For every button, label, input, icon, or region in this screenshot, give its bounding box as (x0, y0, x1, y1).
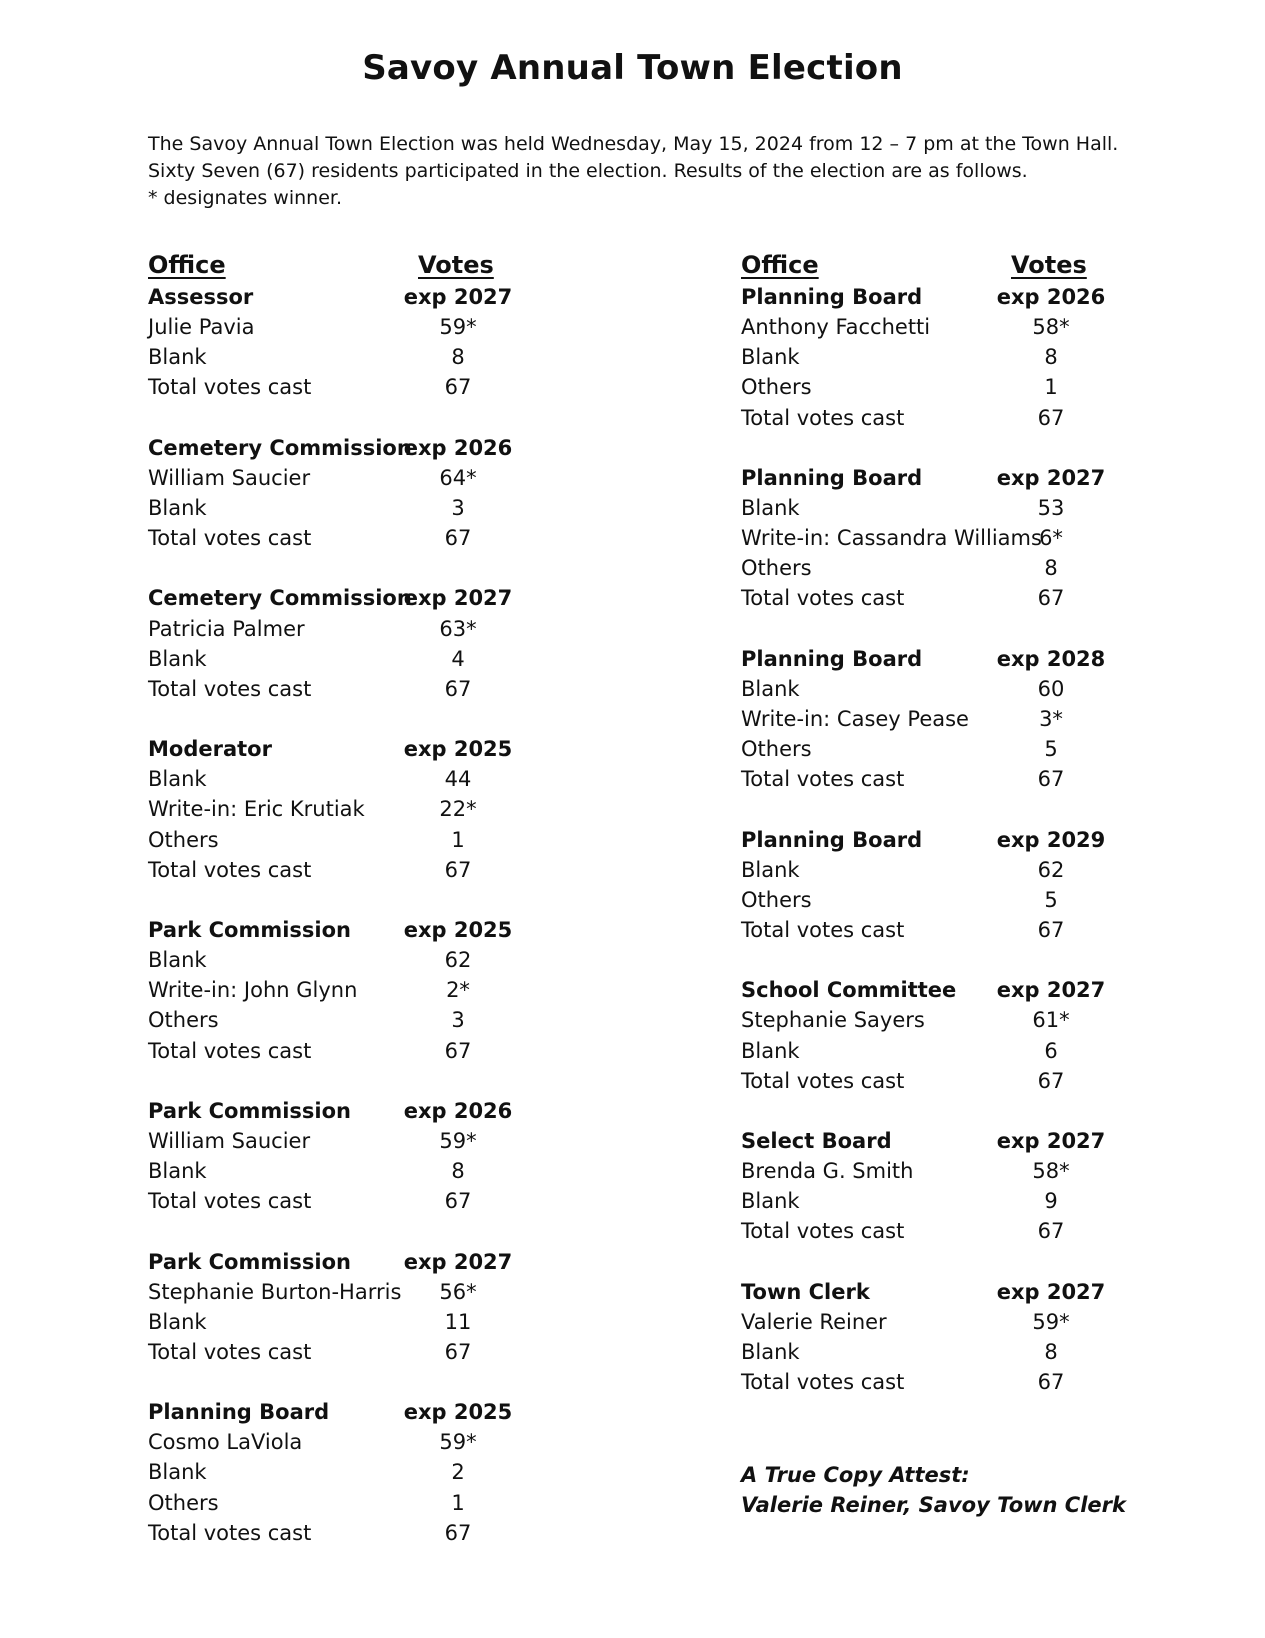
race-block (741, 975, 1265, 1096)
result-row (148, 1337, 708, 1367)
office-row (148, 1247, 708, 1277)
vote-count: 11 (444, 1309, 472, 1334)
result-row (148, 1005, 708, 1035)
vote-count: 9 (1044, 1189, 1058, 1214)
result-row (148, 644, 708, 674)
attest-signature: Valerie Reiner, Savoy Town Clerk (741, 1493, 1126, 1517)
candidate-name: Write-in: Cassandra Williams (741, 526, 1042, 551)
office-row (741, 1126, 1265, 1156)
candidate-name: Blank (741, 1339, 800, 1364)
result-row (148, 463, 708, 493)
office-header: Office (148, 251, 226, 279)
vote-count: 22* (439, 797, 477, 822)
spacer (741, 433, 1265, 463)
vote-count: 2* (446, 978, 470, 1003)
result-row (148, 1036, 708, 1066)
race-block (148, 915, 708, 1066)
candidate-name: Blank (148, 948, 207, 973)
vote-count: 53 (1037, 495, 1065, 520)
candidate-name: Blank (148, 1309, 207, 1334)
result-row (741, 885, 1265, 915)
candidate-name: Blank (148, 767, 207, 792)
office-term: exp 2029 (996, 827, 1106, 852)
vote-count: 67 (444, 857, 472, 882)
candidate-name: Blank (741, 1189, 800, 1214)
vote-count: 60 (1037, 676, 1065, 701)
vote-count: 5 (1044, 887, 1058, 912)
office-name: Moderator (148, 737, 272, 762)
vote-count: 56* (439, 1279, 477, 1304)
result-row (148, 855, 708, 885)
result-row (148, 825, 708, 855)
intro-line: The Savoy Annual Town Election was held Wednesday, May 15, 2024 from 12 – 7 pm at the Town Hall. (148, 133, 1119, 155)
office-row (148, 1397, 708, 1427)
result-row (148, 1518, 708, 1548)
vote-count: 58* (1032, 315, 1070, 340)
office-term: exp 2027 (403, 1249, 513, 1274)
office-term: exp 2026 (403, 435, 513, 460)
result-row (148, 1186, 708, 1216)
result-row (741, 553, 1265, 583)
candidate-name: Brenda G. Smith (741, 1159, 914, 1184)
votes-header: Votes (418, 251, 494, 279)
office-name: Park Commission (148, 1249, 352, 1274)
office-term: exp 2027 (996, 978, 1106, 1003)
candidate-name: Cosmo LaViola (148, 1430, 303, 1455)
spacer (148, 1216, 708, 1246)
office-row (148, 915, 708, 945)
candidate-name: Write-in: Casey Pease (741, 706, 969, 731)
result-row (741, 312, 1265, 342)
spacer (741, 945, 1265, 975)
office-term: exp 2027 (996, 1128, 1106, 1153)
spacer (148, 1066, 708, 1096)
vote-count: 59* (1032, 1309, 1070, 1334)
vote-count: 67 (1037, 586, 1065, 611)
vote-count: 67 (444, 1189, 472, 1214)
spacer (148, 1367, 708, 1397)
vote-count: 62 (444, 948, 472, 973)
candidate-name: Others (741, 737, 812, 762)
office-row (148, 433, 708, 463)
race-block (148, 583, 708, 704)
vote-count: 3 (451, 1008, 465, 1033)
vote-count: 67 (444, 1520, 472, 1545)
result-row (148, 614, 708, 644)
result-row (148, 523, 708, 553)
vote-count: 62 (1037, 857, 1065, 882)
race-block (148, 433, 708, 554)
vote-count: 1 (1044, 375, 1058, 400)
vote-count: 67 (444, 375, 472, 400)
result-row (741, 1156, 1265, 1186)
candidate-name: Total votes cast (741, 1219, 905, 1244)
candidate-name: Total votes cast (741, 917, 905, 942)
spacer (741, 1096, 1265, 1126)
candidate-name: Total votes cast (148, 1038, 312, 1063)
result-row (148, 975, 708, 1005)
result-row (741, 764, 1265, 794)
vote-count: 67 (444, 1339, 472, 1364)
office-name: Planning Board (741, 827, 923, 852)
result-row (741, 734, 1265, 764)
candidate-name: Total votes cast (148, 526, 312, 551)
candidate-name: Total votes cast (148, 676, 312, 701)
vote-count: 64* (439, 465, 477, 490)
office-name: Planning Board (741, 646, 923, 671)
vote-count: 58* (1032, 1159, 1070, 1184)
candidate-name: Patricia Palmer (148, 616, 305, 641)
vote-count: 6* (1039, 526, 1063, 551)
vote-count: 67 (1037, 405, 1065, 430)
candidate-name: Total votes cast (741, 405, 905, 430)
race-block (741, 825, 1265, 946)
office-row (148, 734, 708, 764)
candidate-name: Others (148, 1008, 219, 1033)
office-name: Planning Board (741, 465, 923, 490)
result-row (741, 523, 1265, 553)
office-term: exp 2026 (403, 1098, 513, 1123)
office-header: Office (741, 251, 819, 279)
candidate-name: Others (148, 827, 219, 852)
vote-count: 59* (439, 315, 477, 340)
candidate-name: Total votes cast (741, 1370, 905, 1395)
vote-count: 8 (1044, 556, 1058, 581)
candidate-name: Blank (741, 1038, 800, 1063)
office-row (148, 583, 708, 613)
result-row (148, 1277, 708, 1307)
candidate-name: Others (741, 375, 812, 400)
vote-count: 67 (1037, 917, 1065, 942)
candidate-name: Blank (148, 345, 207, 370)
vote-count: 67 (1037, 1219, 1065, 1244)
spacer (741, 794, 1265, 824)
race-block (741, 1277, 1265, 1398)
intro-line: Sixty Seven (67) residents participated in the election. Results of the election are as follows. (148, 160, 1028, 182)
spacer (148, 885, 708, 915)
office-name: School Committee (741, 978, 957, 1003)
votes-header: Votes (1011, 251, 1087, 279)
result-row (741, 493, 1265, 523)
page-title: Savoy Annual Town Election (362, 48, 903, 88)
candidate-name: Others (741, 887, 812, 912)
office-name: Planning Board (741, 285, 923, 309)
vote-count: 59* (439, 1430, 477, 1455)
result-row (741, 1186, 1265, 1216)
result-row (741, 1036, 1265, 1066)
vote-count: 6 (1044, 1038, 1058, 1063)
intro-line: * designates winner. (148, 187, 342, 209)
vote-count: 3 (451, 495, 465, 520)
candidate-name: Anthony Facchetti (741, 315, 931, 340)
vote-count: 8 (1044, 1339, 1058, 1364)
candidate-name: Blank (148, 1460, 207, 1485)
candidate-name: Julie Pavia (148, 315, 255, 340)
candidate-name: Total votes cast (741, 586, 905, 611)
office-name: Select Board (741, 1128, 892, 1153)
office-term: exp 2025 (403, 1400, 513, 1425)
result-row (148, 1488, 708, 1518)
spacer (148, 403, 708, 433)
vote-count: 67 (1037, 1068, 1065, 1093)
result-row (741, 674, 1265, 704)
result-row (148, 312, 708, 342)
result-row (741, 583, 1265, 613)
office-row (148, 1096, 708, 1126)
race-block (148, 1397, 708, 1548)
attestation (741, 1460, 1126, 1520)
office-name: Planning Board (148, 1400, 330, 1425)
candidate-name: Stephanie Burton-Harris (148, 1279, 402, 1304)
vote-count: 67 (444, 526, 472, 551)
vote-count: 67 (444, 676, 472, 701)
result-row (148, 372, 708, 402)
result-row (148, 1427, 708, 1457)
result-row (148, 342, 708, 372)
office-name: Assessor (148, 285, 254, 309)
candidate-name: Blank (741, 345, 800, 370)
office-row (741, 1277, 1265, 1307)
race-block (148, 282, 708, 403)
vote-count: 63* (439, 616, 477, 641)
candidate-name: Total votes cast (741, 1068, 905, 1093)
result-row (148, 674, 708, 704)
office-term: exp 2027 (403, 586, 513, 611)
vote-count: 67 (444, 1038, 472, 1063)
vote-count: 59* (439, 1128, 477, 1153)
race-block (741, 644, 1265, 795)
column-header (148, 250, 708, 282)
office-term: exp 2027 (996, 465, 1106, 490)
vote-count: 5 (1044, 737, 1058, 762)
vote-count: 8 (451, 345, 465, 370)
vote-count: 3* (1039, 706, 1063, 731)
candidate-name: Others (741, 556, 812, 581)
intro-paragraph (148, 131, 1148, 212)
office-row (148, 282, 708, 312)
result-row (741, 855, 1265, 885)
result-row (148, 1156, 708, 1186)
office-name: Cemetery Commission (148, 435, 412, 460)
vote-count: 1 (451, 1490, 465, 1515)
spacer (148, 553, 708, 583)
result-row (741, 1066, 1265, 1096)
office-row (741, 975, 1265, 1005)
race-block (148, 734, 708, 885)
candidate-name: Write-in: Eric Krutiak (148, 797, 365, 822)
vote-count: 67 (1037, 767, 1065, 792)
spacer (148, 704, 708, 734)
race-block (148, 1096, 708, 1217)
candidate-name: Total votes cast (741, 767, 905, 792)
candidate-name: Blank (741, 676, 800, 701)
result-row (741, 1216, 1265, 1246)
column-header (741, 250, 1265, 282)
candidate-name: William Saucier (148, 1128, 311, 1153)
candidate-name: Blank (148, 495, 207, 520)
result-row (148, 764, 708, 794)
result-row (741, 1307, 1265, 1337)
vote-count: 4 (451, 646, 465, 671)
candidate-name: William Saucier (148, 465, 311, 490)
candidate-name: Others (148, 1490, 219, 1515)
candidate-name: Blank (741, 857, 800, 882)
office-row (741, 644, 1265, 674)
result-row (148, 1307, 708, 1337)
office-term: exp 2027 (403, 285, 513, 309)
race-block (741, 282, 1265, 433)
spacer (741, 614, 1265, 644)
result-row (741, 342, 1265, 372)
result-row (741, 1337, 1265, 1367)
result-row (741, 915, 1265, 945)
office-term: exp 2025 (403, 737, 513, 762)
office-name: Town Clerk (741, 1279, 870, 1304)
race-block (741, 463, 1265, 614)
vote-count: 2 (451, 1460, 465, 1485)
candidate-name: Total votes cast (148, 375, 312, 400)
candidate-name: Total votes cast (148, 857, 312, 882)
candidate-name: Stephanie Sayers (741, 1008, 925, 1033)
result-row (148, 1126, 708, 1156)
candidate-name: Total votes cast (148, 1520, 312, 1545)
office-term: exp 2026 (996, 285, 1106, 309)
office-term: exp 2027 (996, 1279, 1106, 1304)
vote-count: 67 (1037, 1370, 1065, 1395)
spacer (741, 1247, 1265, 1277)
candidate-name: Total votes cast (148, 1339, 312, 1364)
result-row (741, 1005, 1265, 1035)
race-block (148, 1247, 708, 1368)
result-row (741, 704, 1265, 734)
office-term: exp 2028 (996, 646, 1106, 671)
candidate-name: Blank (741, 495, 800, 520)
candidate-name: Blank (148, 1159, 207, 1184)
office-row (741, 463, 1265, 493)
attest-line: A True Copy Attest: (741, 1463, 970, 1487)
candidate-name: Total votes cast (148, 1189, 312, 1214)
office-name: Cemetery Commission (148, 586, 412, 611)
result-row (741, 403, 1265, 433)
results-column-right (741, 250, 1265, 1397)
result-row (148, 493, 708, 523)
result-row (148, 1457, 708, 1487)
candidate-name: Blank (148, 646, 207, 671)
office-name: Park Commission (148, 1098, 352, 1123)
vote-count: 8 (451, 1159, 465, 1184)
race-block (741, 1126, 1265, 1247)
result-row (148, 945, 708, 975)
candidate-name: Write-in: John Glynn (148, 978, 358, 1003)
result-row (741, 372, 1265, 402)
vote-count: 8 (1044, 345, 1058, 370)
office-name: Park Commission (148, 917, 352, 942)
result-row (741, 1367, 1265, 1397)
result-row (148, 794, 708, 824)
results-column-left (148, 250, 708, 1548)
office-term: exp 2025 (403, 917, 513, 942)
vote-count: 1 (451, 827, 465, 852)
candidate-name: Valerie Reiner (741, 1309, 887, 1334)
office-row (741, 825, 1265, 855)
office-row (741, 282, 1265, 312)
vote-count: 61* (1032, 1008, 1070, 1033)
vote-count: 44 (444, 767, 472, 792)
